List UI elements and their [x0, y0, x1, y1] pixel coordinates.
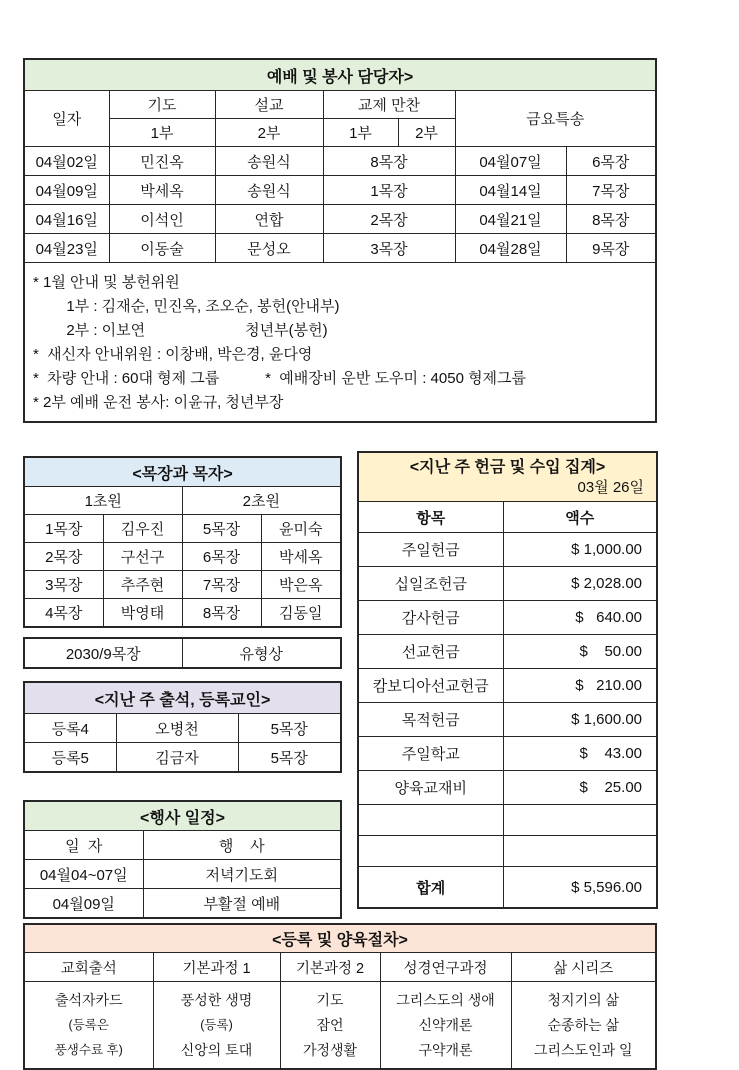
registration-column-header: 삶 시리즈	[511, 953, 656, 982]
table-row	[24, 831, 341, 860]
worship-subheader-part1b: 1부	[323, 119, 398, 147]
table-row	[24, 59, 656, 91]
worship-cell-friday-date: 04월21일	[455, 205, 566, 234]
events-table-title: <행사 일정>	[24, 801, 341, 831]
member-name: 김금자	[116, 743, 238, 773]
table-row	[24, 515, 341, 543]
events-header-date: 일 자	[24, 831, 143, 860]
table-row	[358, 452, 657, 502]
table-row	[24, 801, 341, 831]
mokjang-cell: 3목장	[24, 571, 103, 599]
mokjang-extra-row-table	[23, 637, 342, 669]
offering-table-header	[358, 452, 657, 502]
registration-column-content	[380, 982, 511, 1070]
offering-amount	[503, 836, 657, 867]
shepherd-name: 유형상	[182, 638, 341, 668]
mokjang-cell: 1목장	[24, 515, 103, 543]
mokjang-cell: 2목장	[24, 543, 103, 571]
table-row	[24, 205, 656, 234]
mokjang-group-1: 1초원	[24, 487, 182, 515]
worship-cell-fellowship: 8목장	[323, 147, 455, 176]
event-date: 04월09일	[24, 889, 143, 919]
worship-header-sermon: 설교	[215, 91, 323, 119]
worship-cell-fellowship: 2목장	[323, 205, 455, 234]
worship-cell-friday-group: 6목장	[566, 147, 656, 176]
table-row	[24, 924, 656, 953]
offering-total-amount: $ 5,596.00	[503, 867, 657, 909]
offering-item: 선교헌금	[358, 635, 503, 669]
table-row	[24, 714, 341, 743]
offering-total-label: 합계	[358, 867, 503, 909]
table-row	[24, 91, 656, 119]
course-line: 구약개론	[418, 1041, 473, 1058]
offering-amount: $ 2,028.00	[503, 567, 657, 601]
registration-column-content	[153, 982, 280, 1070]
member-name: 오병천	[116, 714, 238, 743]
registration-column-header: 기본과정 1	[153, 953, 280, 982]
course-line: 신앙의 토대	[180, 1041, 253, 1058]
worship-subheader-part2: 2부	[215, 119, 323, 147]
offering-amount: $ 640.00	[503, 601, 657, 635]
worship-header-friday-special: 금요특송	[455, 91, 656, 147]
registration-column-content	[511, 982, 656, 1070]
worship-subheader-part2b: 2부	[398, 119, 455, 147]
table-row	[24, 487, 341, 515]
worship-cell-friday-date: 04월14일	[455, 176, 566, 205]
worship-cell-fellowship: 3목장	[323, 234, 455, 263]
note-line: * 2부 예배 운전 봉사: 이윤규, 청년부장	[33, 394, 284, 411]
shepherd-name: 추주현	[103, 571, 182, 599]
event-name: 부활절 예배	[143, 889, 341, 919]
course-line: (등록은	[68, 1017, 109, 1032]
table-row	[358, 635, 657, 669]
offering-amount: $ 1,000.00	[503, 533, 657, 567]
shepherd-name: 김동일	[261, 599, 341, 628]
note-line: * 1월 안내 및 봉헌위원	[33, 274, 180, 291]
offering-amount	[503, 805, 657, 836]
worship-table	[23, 58, 657, 423]
offering-amount: $ 1,600.00	[503, 703, 657, 737]
shepherd-name: 박은옥	[261, 571, 341, 599]
mokjang-cell: 8목장	[182, 599, 261, 628]
table-row	[24, 571, 341, 599]
table-row	[24, 599, 341, 628]
worship-cell-friday-group: 8목장	[566, 205, 656, 234]
mokjang-cell: 5목장	[238, 743, 341, 773]
worship-cell-friday-group: 9목장	[566, 234, 656, 263]
worship-cell-prayer: 박세옥	[109, 176, 215, 205]
table-row	[24, 682, 341, 714]
worship-cell-sermon: 송원식	[215, 176, 323, 205]
course-line: (등록)	[200, 1017, 233, 1032]
table-row	[24, 147, 656, 176]
registration-table	[23, 923, 657, 1070]
course-line: 청지기의 삶	[547, 991, 620, 1008]
offering-table-title: <지난 주 헌금 및 수입 집계>	[409, 459, 606, 476]
events-header-event: 행 사	[143, 831, 341, 860]
worship-cell-friday-group: 7목장	[566, 176, 656, 205]
offering-amount: $ 210.00	[503, 669, 657, 703]
offering-amount: $ 50.00	[503, 635, 657, 669]
worship-cell-sermon: 문성오	[215, 234, 323, 263]
table-row	[24, 638, 341, 668]
table-row	[24, 982, 656, 1070]
worship-header-date: 일자	[24, 91, 109, 147]
course-line: 그리스도의 생애	[396, 991, 495, 1008]
worship-cell-sermon: 송원식	[215, 147, 323, 176]
offering-amount: $ 25.00	[503, 771, 657, 805]
table-row	[24, 234, 656, 263]
course-line: 풍생수료 후)	[54, 1042, 123, 1057]
worship-table-title: 예배 및 봉사 담당자>	[24, 59, 656, 91]
right-column	[357, 451, 656, 919]
course-line: 풍성한 생명	[180, 991, 253, 1008]
course-line: 잠언	[316, 1016, 344, 1033]
middle-section	[23, 451, 656, 919]
registration-number: 등록5	[24, 743, 116, 773]
registration-column-header: 기본과정 2	[280, 953, 380, 982]
attendance-table	[23, 681, 342, 773]
shepherd-name: 박영태	[103, 599, 182, 628]
table-row	[358, 805, 657, 836]
offering-item: 캄보디아선교헌금	[358, 669, 503, 703]
left-column	[23, 451, 340, 919]
events-table	[23, 800, 342, 919]
mokjang-cell: 5목장	[182, 515, 261, 543]
table-row	[358, 771, 657, 805]
registration-column-header: 교회출석	[24, 953, 153, 982]
event-date: 04월04~07일	[24, 860, 143, 889]
note-line: 1부 : 김재순, 민진옥, 조오순, 봉헌(안내부)	[33, 298, 340, 315]
offering-item	[358, 836, 503, 867]
table-row	[24, 953, 656, 982]
table-row	[24, 457, 341, 487]
worship-cell-date: 04월23일	[24, 234, 109, 263]
worship-header-prayer: 기도	[109, 91, 215, 119]
course-line: 순종하는 삶	[547, 1016, 620, 1033]
course-line: 신약개론	[418, 1016, 473, 1033]
registration-column-header: 성경연구과정	[380, 953, 511, 982]
offering-item	[358, 805, 503, 836]
offering-table	[357, 451, 658, 909]
shepherd-name: 김우진	[103, 515, 182, 543]
attendance-table-title: <지난 주 출석, 등록교인>	[24, 682, 341, 714]
table-row	[358, 502, 657, 533]
worship-cell-friday-date: 04월28일	[455, 234, 566, 263]
offering-item: 주일학교	[358, 737, 503, 771]
mokjang-group-2: 2초원	[182, 487, 341, 515]
table-row	[358, 533, 657, 567]
worship-cell-fellowship: 1목장	[323, 176, 455, 205]
worship-cell-date: 04월02일	[24, 147, 109, 176]
offering-item: 양육교재비	[358, 771, 503, 805]
course-line: 출석자카드	[54, 991, 123, 1008]
table-row	[358, 567, 657, 601]
mokjang-cell: 4목장	[24, 599, 103, 628]
registration-column-content	[280, 982, 380, 1070]
offering-item: 십일조헌금	[358, 567, 503, 601]
table-row	[24, 543, 341, 571]
table-row	[24, 263, 656, 423]
mokjang-table-title: <목장과 목자>	[24, 457, 341, 487]
offering-item: 감사헌금	[358, 601, 503, 635]
offering-item: 주일헌금	[358, 533, 503, 567]
mokjang-table	[23, 456, 342, 628]
worship-cell-friday-date: 04월07일	[455, 147, 566, 176]
worship-cell-prayer: 이석인	[109, 205, 215, 234]
worship-cell-date: 04월09일	[24, 176, 109, 205]
table-row	[24, 176, 656, 205]
course-line: 기도	[316, 991, 344, 1008]
course-line: 그리스도인과 일	[533, 1041, 633, 1058]
table-row	[358, 703, 657, 737]
note-line: 2부 : 이보연 청년부(봉헌)	[33, 322, 328, 339]
worship-cell-sermon: 연합	[215, 205, 323, 234]
mokjang-cell: 5목장	[238, 714, 341, 743]
table-row	[358, 836, 657, 867]
table-row	[24, 860, 341, 889]
shepherd-name: 구선구	[103, 543, 182, 571]
offering-header-item: 항목	[358, 502, 503, 533]
table-row	[358, 601, 657, 635]
table-row	[24, 743, 341, 773]
note-line: * 새신자 안내위원 : 이창배, 박은경, 윤다영	[33, 346, 313, 363]
worship-cell-prayer: 이동술	[109, 234, 215, 263]
offering-header-amount: 액수	[503, 502, 657, 533]
worship-header-fellowship: 교제 만찬	[323, 91, 455, 119]
note-line: * 차량 안내 : 60대 형제 그룹 * 예배장비 운반 도우미 : 4050 형제그룹	[33, 370, 527, 387]
offering-amount: $ 43.00	[503, 737, 657, 771]
course-line: 가정생활	[302, 1041, 358, 1058]
offering-item: 목적헌금	[358, 703, 503, 737]
registration-number: 등록4	[24, 714, 116, 743]
mokjang-cell: 6목장	[182, 543, 261, 571]
notes-cell	[24, 263, 656, 423]
table-row	[358, 669, 657, 703]
table-row	[358, 867, 657, 909]
worship-subheader-part1: 1부	[109, 119, 215, 147]
worship-cell-prayer: 민진옥	[109, 147, 215, 176]
table-row	[358, 737, 657, 771]
worship-cell-date: 04월16일	[24, 205, 109, 234]
registration-column-content	[24, 982, 153, 1070]
offering-date: 03월 26일	[577, 479, 645, 496]
mokjang-cell: 7목장	[182, 571, 261, 599]
shepherd-name: 박세옥	[261, 543, 341, 571]
registration-table-title: <등록 및 양육절차>	[24, 924, 656, 953]
shepherd-name: 윤미숙	[261, 515, 341, 543]
mokjang-cell: 2030/9목장	[24, 638, 182, 668]
table-row	[24, 889, 341, 919]
event-name: 저녁기도회	[143, 860, 341, 889]
